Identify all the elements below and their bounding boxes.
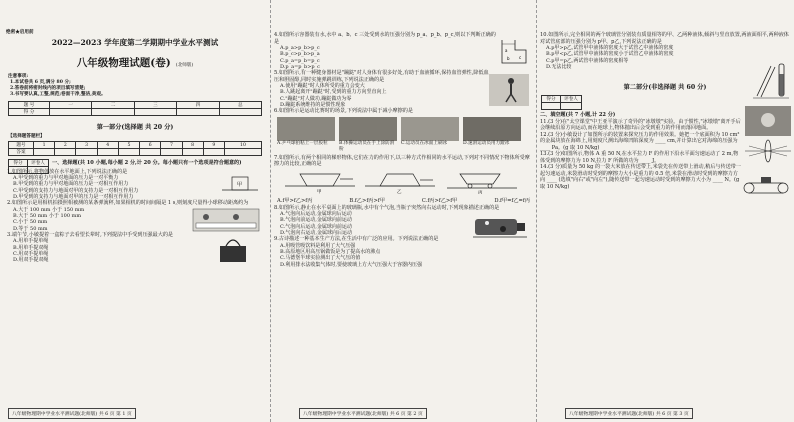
option: C.小于 50 mm [13, 219, 48, 226]
option: A.p_a>p_b>p_c [280, 45, 320, 51]
space-class-figure [745, 106, 791, 136]
option: A.用单手提单绳 [13, 238, 49, 245]
water-container-figure [499, 36, 529, 66]
option: D.无法比较 [546, 63, 572, 70]
scorer-label: 评卷人 [561, 96, 582, 103]
score-table [8, 101, 262, 116]
option: B.气泡向前运动,金属球向前运动 [280, 217, 352, 224]
answer-grid-title: 【选择题答题栏】 [8, 134, 45, 139]
answer-grid-number: 9 [203, 142, 224, 149]
option: D.气泡向右运动,金属球向后运动 [280, 230, 353, 237]
score-cell[interactable] [219, 109, 261, 116]
question-1: 1.如图所示,将物体放在水平地面上,下列说法正确的是 [7, 168, 128, 175]
question-4: 4.如图所示容器装有水,水中 a、b、c 三处受到水的压强分别为 p_a、p_b、p_c,则以下判断正确的是 [274, 32, 496, 45]
option: B.用单手提双绳 [13, 244, 49, 251]
question-13: 13.(3 分)如图所示,物体 A 重 50 N,在水平拉力 F 的作用下沿水平面匀速运动了 2 m,物体受到的摩擦力为 10 N,拉力 F 所做的功为 ____ J。 [540, 151, 739, 164]
answer-grid-number: 3 [76, 142, 97, 149]
section1-heading: 一、选择题(共 10 小题,每小题 2 分,计 20 分。每小题只有一个选项是符合题意的) [52, 160, 242, 166]
part1-title: 第一部分(选择题 共 20 分) [96, 124, 174, 131]
option: D.利用排水法收集气体时,要使玻璃上方大气压强大于容器内压强 [280, 261, 423, 268]
answer-grid-header: 题号 [9, 142, 34, 149]
bottle-bubble-figure [473, 213, 527, 243]
option: D.等于 50 mm [13, 225, 48, 232]
answer-cell[interactable] [118, 149, 139, 156]
notice-heading: 注意事项: [8, 74, 29, 79]
option: A.大于 100 mm 小于 150 mm [13, 206, 85, 213]
page-2-column [270, 0, 533, 422]
section2-heading: 二、填空题(共 7 小题,计 22 分) [540, 112, 616, 119]
option: A.气泡向后运动,金属球向后运动 [280, 211, 352, 218]
exam-title: 2022—2023 学年度第二学期期中学业水平测试 [51, 38, 219, 47]
answer-cell[interactable] [55, 149, 76, 156]
figure-label: 甲 [237, 182, 243, 188]
zongzi-box-figure [216, 234, 252, 264]
answer-grid-number: 7 [161, 142, 182, 149]
sports-photos [277, 117, 530, 153]
notice-item: 2.答卷前将密封线内的项目填写清楚; [10, 86, 86, 91]
answer-cell[interactable] [140, 149, 161, 156]
score-cell[interactable] [50, 109, 92, 116]
option: D.p_a=p_b>p_c [280, 63, 320, 70]
figure-label: 丙 [478, 190, 483, 194]
option: D.速滑运动员用力蹬冰 [463, 140, 510, 146]
option: B.甲受到的重力与甲对地面的压力是一对相互作用力 [13, 181, 129, 188]
score-col: 一 [50, 102, 92, 109]
option: B.人跳起离开"蹦跶"时,受到的重力方向竖直向上 [280, 89, 387, 96]
answer-cell[interactable] [97, 149, 118, 156]
lens-figure [745, 138, 791, 164]
svg-text:c: c [519, 55, 522, 60]
answer-cell[interactable] [224, 149, 261, 156]
score-table-header: 题 号 [9, 102, 50, 109]
secret-mark: 绝密★启用前 [6, 30, 34, 35]
block-on-ground-figure [220, 173, 260, 199]
page-3-column [536, 0, 793, 422]
score-row-label: 得 分 [9, 109, 50, 116]
answer-cell[interactable] [182, 149, 203, 156]
question-5: 5.如图所示,有一种健身器材是"蹦跶"对人身体有很多好处,有助于血液循环,保持血管弹性,降低血压和胆固醇,同时实施弹跳训练,下列说法正确的是 [274, 70, 489, 83]
option: B.p甲<p乙,试管甲中液体的密度小于试管乙中液体的密度 [546, 51, 674, 58]
option: B.高原地区用高压锅做饭是为了提高水的沸点 [280, 249, 381, 256]
jumping-person-figure [489, 74, 529, 106]
scorer-box [541, 95, 582, 110]
page-footer: 八年级物理期中学业水平测试题(北师版) 共 6 页 第 1 页 [8, 408, 136, 419]
page-footer: 八年级物理期中学业水平测试题(北师版) 共 6 页 第 2 页 [299, 408, 427, 419]
svg-text:a: a [505, 48, 508, 53]
page-1-column [4, 0, 266, 422]
score-cell[interactable] [177, 109, 219, 116]
answer-cell[interactable] [161, 149, 182, 156]
answer-grid-number: 2 [55, 142, 76, 149]
option: A.乒乓球拍粘上一层胶粒 [277, 140, 328, 146]
option: C.p_a=p_b=p_c [280, 57, 320, 64]
curling-photo [401, 117, 459, 141]
option: C."蹦跶"对人做功,蹦跶做功为零 [280, 95, 352, 102]
answer-grid [8, 141, 262, 156]
score-col: 三 [134, 102, 176, 109]
scorer-cell[interactable] [542, 103, 561, 110]
option: B.f乙>f丙>f甲 [349, 197, 385, 204]
scorer-label: 评卷人 [28, 160, 49, 167]
score-cell[interactable] [134, 109, 176, 116]
option: B.体操运动员在手上涂防滑粉 [339, 140, 395, 152]
option: A.用吸管吸饮料是利用了大气压强 [280, 242, 356, 249]
answer-grid-number: 1 [34, 142, 55, 149]
option: D.用双手提双绳 [13, 257, 49, 264]
score-col: 二 [92, 102, 134, 109]
option: D.蹦跶系统维持的是惯性现象 [280, 102, 346, 109]
question-3: 3.端午节,小敏提着一盒粽子去看望长辈时,下列提法中手受到压强最大的是 [7, 231, 174, 238]
option: C.运动员在冰面上刷冰 [401, 140, 448, 146]
option: C.甲受到的支持力与地面对甲的支持力是一对相互作用力 [13, 187, 139, 194]
option: A.p甲>p乙,试管甲中液体的密度大于试管乙中液体的密度 [546, 45, 674, 51]
question-10: 10.如图所示,完全相同的两个玻璃管分别装有质量相等的甲、乙两种液体,倾斜与竖直放置,两液面相平,两种液体对试管底部的压强分别为 p甲、p乙,下列说法正确的是 [540, 32, 789, 45]
figure-label: 乙 [397, 189, 402, 194]
svg-text:b: b [507, 56, 510, 61]
question-9: 9.古诗描述一种基本生产方法,在生活中有广泛的应用。下列说法正确的是 [274, 236, 439, 243]
speed-skating-photo [463, 117, 521, 141]
option: A.使用"蹦跶"时人体所受的重力会变大 [280, 83, 365, 90]
option: C.用双手提单绳 [13, 250, 49, 257]
test-tubes-figure [753, 60, 789, 100]
option: D.甲受到的支持力与地面对甲的压力是一对相互作用力 [13, 193, 134, 200]
question-14: 14.(3 分)质量为 50 kg 的一袋大米放在传送带上,米袋先在传送带上滑动,稍后与传送带一起匀速运动,米袋滑动时受到的摩擦力大小是重力的 0.5 倍,米袋在滑动时受到的摩擦力方向 ____ (选填"向右"或"向左"),随传送带一起匀速运动时受到的摩擦力大小为 ____ N。(g 取 10 N/kg) [540, 164, 741, 190]
answer-grid-label: 答案 [9, 149, 34, 156]
scorer-cell[interactable] [561, 103, 582, 110]
option: B.p_c>p_b>p_a [280, 51, 320, 58]
gymnast-photo [339, 117, 397, 141]
trapezoid-friction-figure [275, 168, 525, 194]
option: B.大于 50 mm 小于 100 mm [13, 212, 82, 219]
page-footer: 八年级物理期中学业水平测试题(北师版) 共 6 页 第 3 页 [565, 408, 693, 419]
conveyor-belt-figure [741, 174, 791, 196]
question-6: 6.如图所示是运动比赛时的场景,下列说法中属于减小摩擦的是 [274, 108, 413, 115]
answer-grid-number: 6 [140, 142, 161, 149]
score-col: 总 [219, 102, 261, 109]
option: A.f甲>f乙>f丙 [277, 197, 313, 204]
question-8: 8.如图所示,静止在水平桌面上的玻璃瓶,水中有个气泡,当瓶子突然向右运动时,下列现象描述正确的是 [274, 204, 500, 211]
figure-label: 甲 [317, 189, 322, 194]
question-11: 11.(3 分)在"太空课堂"中王亚平演示了奇异的"冰墩墩"实验。由于惯性,"冰墩墩"离开手后会继续沿原方向运动,而在地球上,物体抛出后会受到重力的作用而落回地面。 [540, 118, 741, 132]
answer-cell[interactable] [203, 149, 224, 156]
answer-cell[interactable] [34, 149, 55, 156]
answer-cell[interactable] [76, 149, 97, 156]
answer-grid-number: 5 [118, 142, 139, 149]
option: A.甲受到的重力与甲对地面的压力是一对平衡力 [13, 175, 119, 181]
answer-grid-number: 10 [224, 142, 261, 149]
notice-item: 3.书写要认真,工整,规范;卷面干净,整洁,美观。 [10, 92, 106, 97]
question-12: 12.(3 分)小敏设计了如图所示的装置来探究压力的作用效果。她把一个底面积为 10 cm² 的金属块放在海绵上,用刻度尺测出海绵凹陷深度为 ____ cm,并计算出它对海绵的压强为 ____ Pa。(g 取 10 N/kg) [540, 131, 740, 151]
score-cell[interactable] [92, 109, 134, 116]
answer-grid-number: 8 [182, 142, 203, 149]
answer-grid-number: 4 [97, 142, 118, 149]
question-7: 7.如图所示,有两个相同的梯形物体,它们在力的作用下,以三种方式作相同的水平运动,下列对不同情况下物体所受摩擦力的比较,正确的是 [274, 154, 530, 168]
option: C.f丙>f乙>f甲 [421, 197, 458, 204]
option: C.气泡向后运动,金属球向前运动 [280, 223, 352, 230]
part2-title: 第二部分(非选择题 共 60 分) [623, 84, 707, 92]
ruler-photo-figure [192, 207, 262, 233]
option: C.马德堡半球实验测出了大气压的值 [280, 255, 361, 262]
notice-item: 1.本试卷共 6 页,满分 80 分; [10, 80, 71, 85]
exam-subtitle: 八年级物理试题(卷) [76, 57, 171, 69]
option: D.f甲=f乙=f丙 [494, 197, 530, 204]
scorer-label: 得分 [9, 160, 28, 167]
score-col: 四 [177, 102, 219, 109]
scorer-label: 得分 [542, 96, 561, 103]
exam-edition: (北师版) [175, 63, 194, 68]
pingpong-photo [277, 117, 335, 141]
option: C.p甲=p乙,两试管中液体的密度相等 [546, 57, 629, 64]
question-2: 2.如图所示是用相机拍摄照相被测的某条弹簧秤,如果相机的时间间隔是 1 s,则刻度尺量得小球移动距离约为 [7, 200, 249, 207]
